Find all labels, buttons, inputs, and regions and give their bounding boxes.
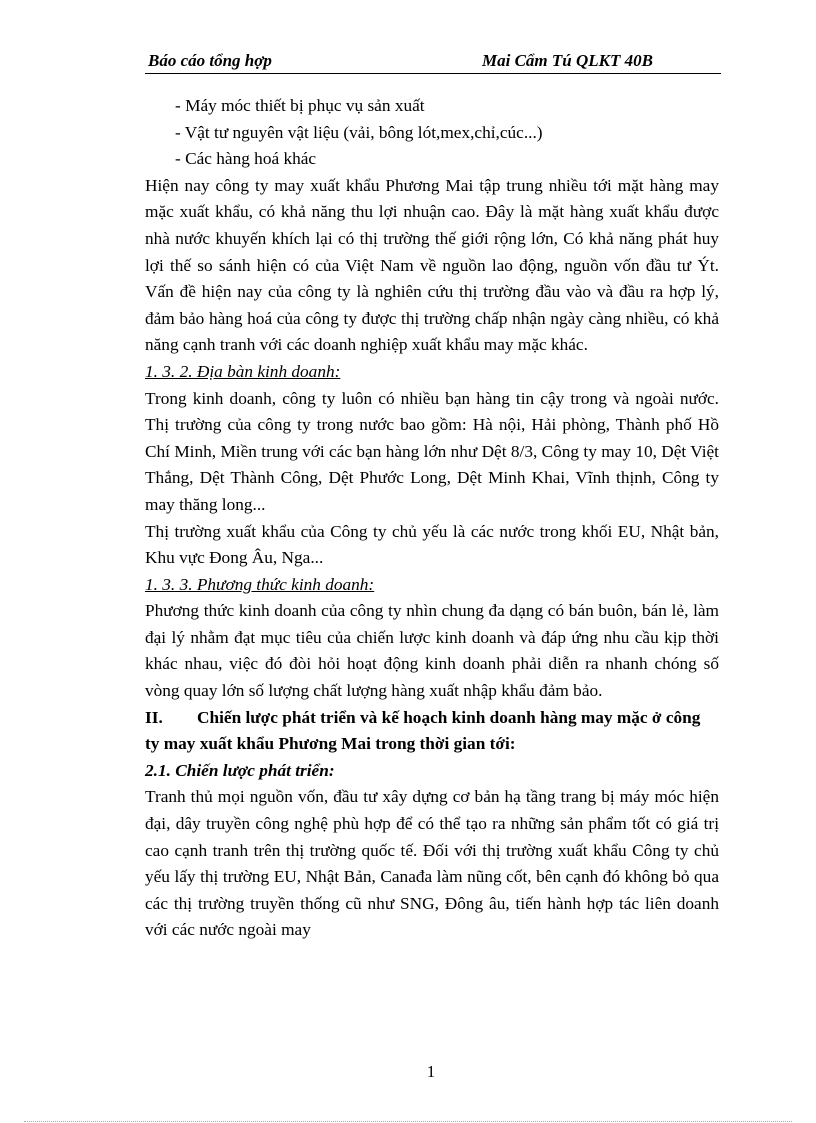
page-number: 1 xyxy=(426,1062,436,1081)
section-heading-2-1: 2.1. Chiến lược phát triển: xyxy=(145,760,335,780)
bullet-item: - Máy móc thiết bị phục vụ sản xuất xyxy=(175,96,425,115)
paragraph: Phương thức kinh doanh của công ty nhìn chung đa dạng có bán buôn, bán lẻ, làm đại lý nhằm đạt mục tiêu của chiến lược kinh doanh và đáp ứng nhu cầu kịp thời khác nhau, việc đó đòi hỏi hoạt động kinh doanh phải diễn ra nhanh chóng số vòng quay lớn số lượng chất lượng hàng xuất nhập khẩu đảm bảo. xyxy=(145,601,719,701)
section-heading-1-3-3: 1. 3. 3. Phương thức kinh doanh: xyxy=(145,574,375,594)
header-title: Báo cáo tổng hợp xyxy=(148,51,272,70)
section-heading-ii xyxy=(145,705,719,758)
section-heading-1-3-2: 1. 3. 2. Địa bàn kinh doanh: xyxy=(145,361,341,381)
section-number: II. xyxy=(145,707,163,727)
section-title: Chiến lược phát triển và kế hoạch kinh doanh hàng may mặc ở công ty may xuất khẩu Phương Mai trong thời gian tới: xyxy=(145,707,701,754)
paragraph: Tranh thủ mọi nguồn vốn, đầu tư xây dựng cơ bản hạ tầng trang bị máy móc hiện đại, dây truyền công nghệ phù hợp để có thể tạo ra những sản phẩm tốt có giá trị cao cạnh tranh trên thị trường quốc tế. Đối với thị trường xuất khẩu Công ty chủ yếu lấy thị trường EU, Nhật Bản, Canađa làm nũng cốt, bên cạnh đó không bỏ qua các thị trường truyền thống cũ như SNG, Đông âu, tiến hành hợp tác liên doanh với các nước ngoài may xyxy=(145,787,719,940)
bullet-item: - Các hàng hoá khác xyxy=(175,149,317,169)
paragraph: Trong kinh doanh, công ty luôn có nhiều bạn hàng tin cậy trong và ngoài nước. Thị trường của công ty trong nước bao gồm: Hà nội, Hải phòng, Thành phố Hồ Chí Minh, Miền trung với các bạn hàng lớn như Dệt 8/3, Công ty may 10, Dệt Việt Thắng, Dệt Thành Công, Dệt Phước Long, Dệt Minh Khai, Vĩnh thịnh, Công ty may thăng long... xyxy=(145,388,719,514)
bullet-item: - Vật tư nguyên vật liệu (vải, bông lót,mex,chỉ,cúc...) xyxy=(175,122,543,142)
header-author: Mai Cẩm Tú QLKT 40B xyxy=(482,51,653,70)
paragraph: Thị trường xuất khẩu của Công ty chủ yếu là các nước trong khối EU, Nhật bản, Khu vực Đong Âu, Nga... xyxy=(145,521,719,568)
document-body xyxy=(145,93,719,944)
paragraph: Hiện nay công ty may xuất khẩu Phương Mai tập trung nhiều tới mặt hàng may mặc xuất khẩu, có khả năng thu lợi nhuận cao. Đây là mặt hàng xuất khẩu được nhà nước khuyến khích lại có thị trường thế giới rộng lớn, Có khả năng phát huy lợi thế so sánh hiện có của Việt Nam về nguồn lao động, nguồn vốn đầu tư Ýt. Vấn đề hiện nay của công ty là nghiên cứu thị trường đầu vào và đầu ra hợp lý, đảm bảo hàng hoá của công ty được thị trường chấp nhận ngày càng nhiều, có khả năng cạnh tranh với các doanh nghiệp xuất khẩu may mặc khác. xyxy=(145,175,719,355)
page-header xyxy=(145,51,721,74)
page-divider xyxy=(24,1121,792,1122)
